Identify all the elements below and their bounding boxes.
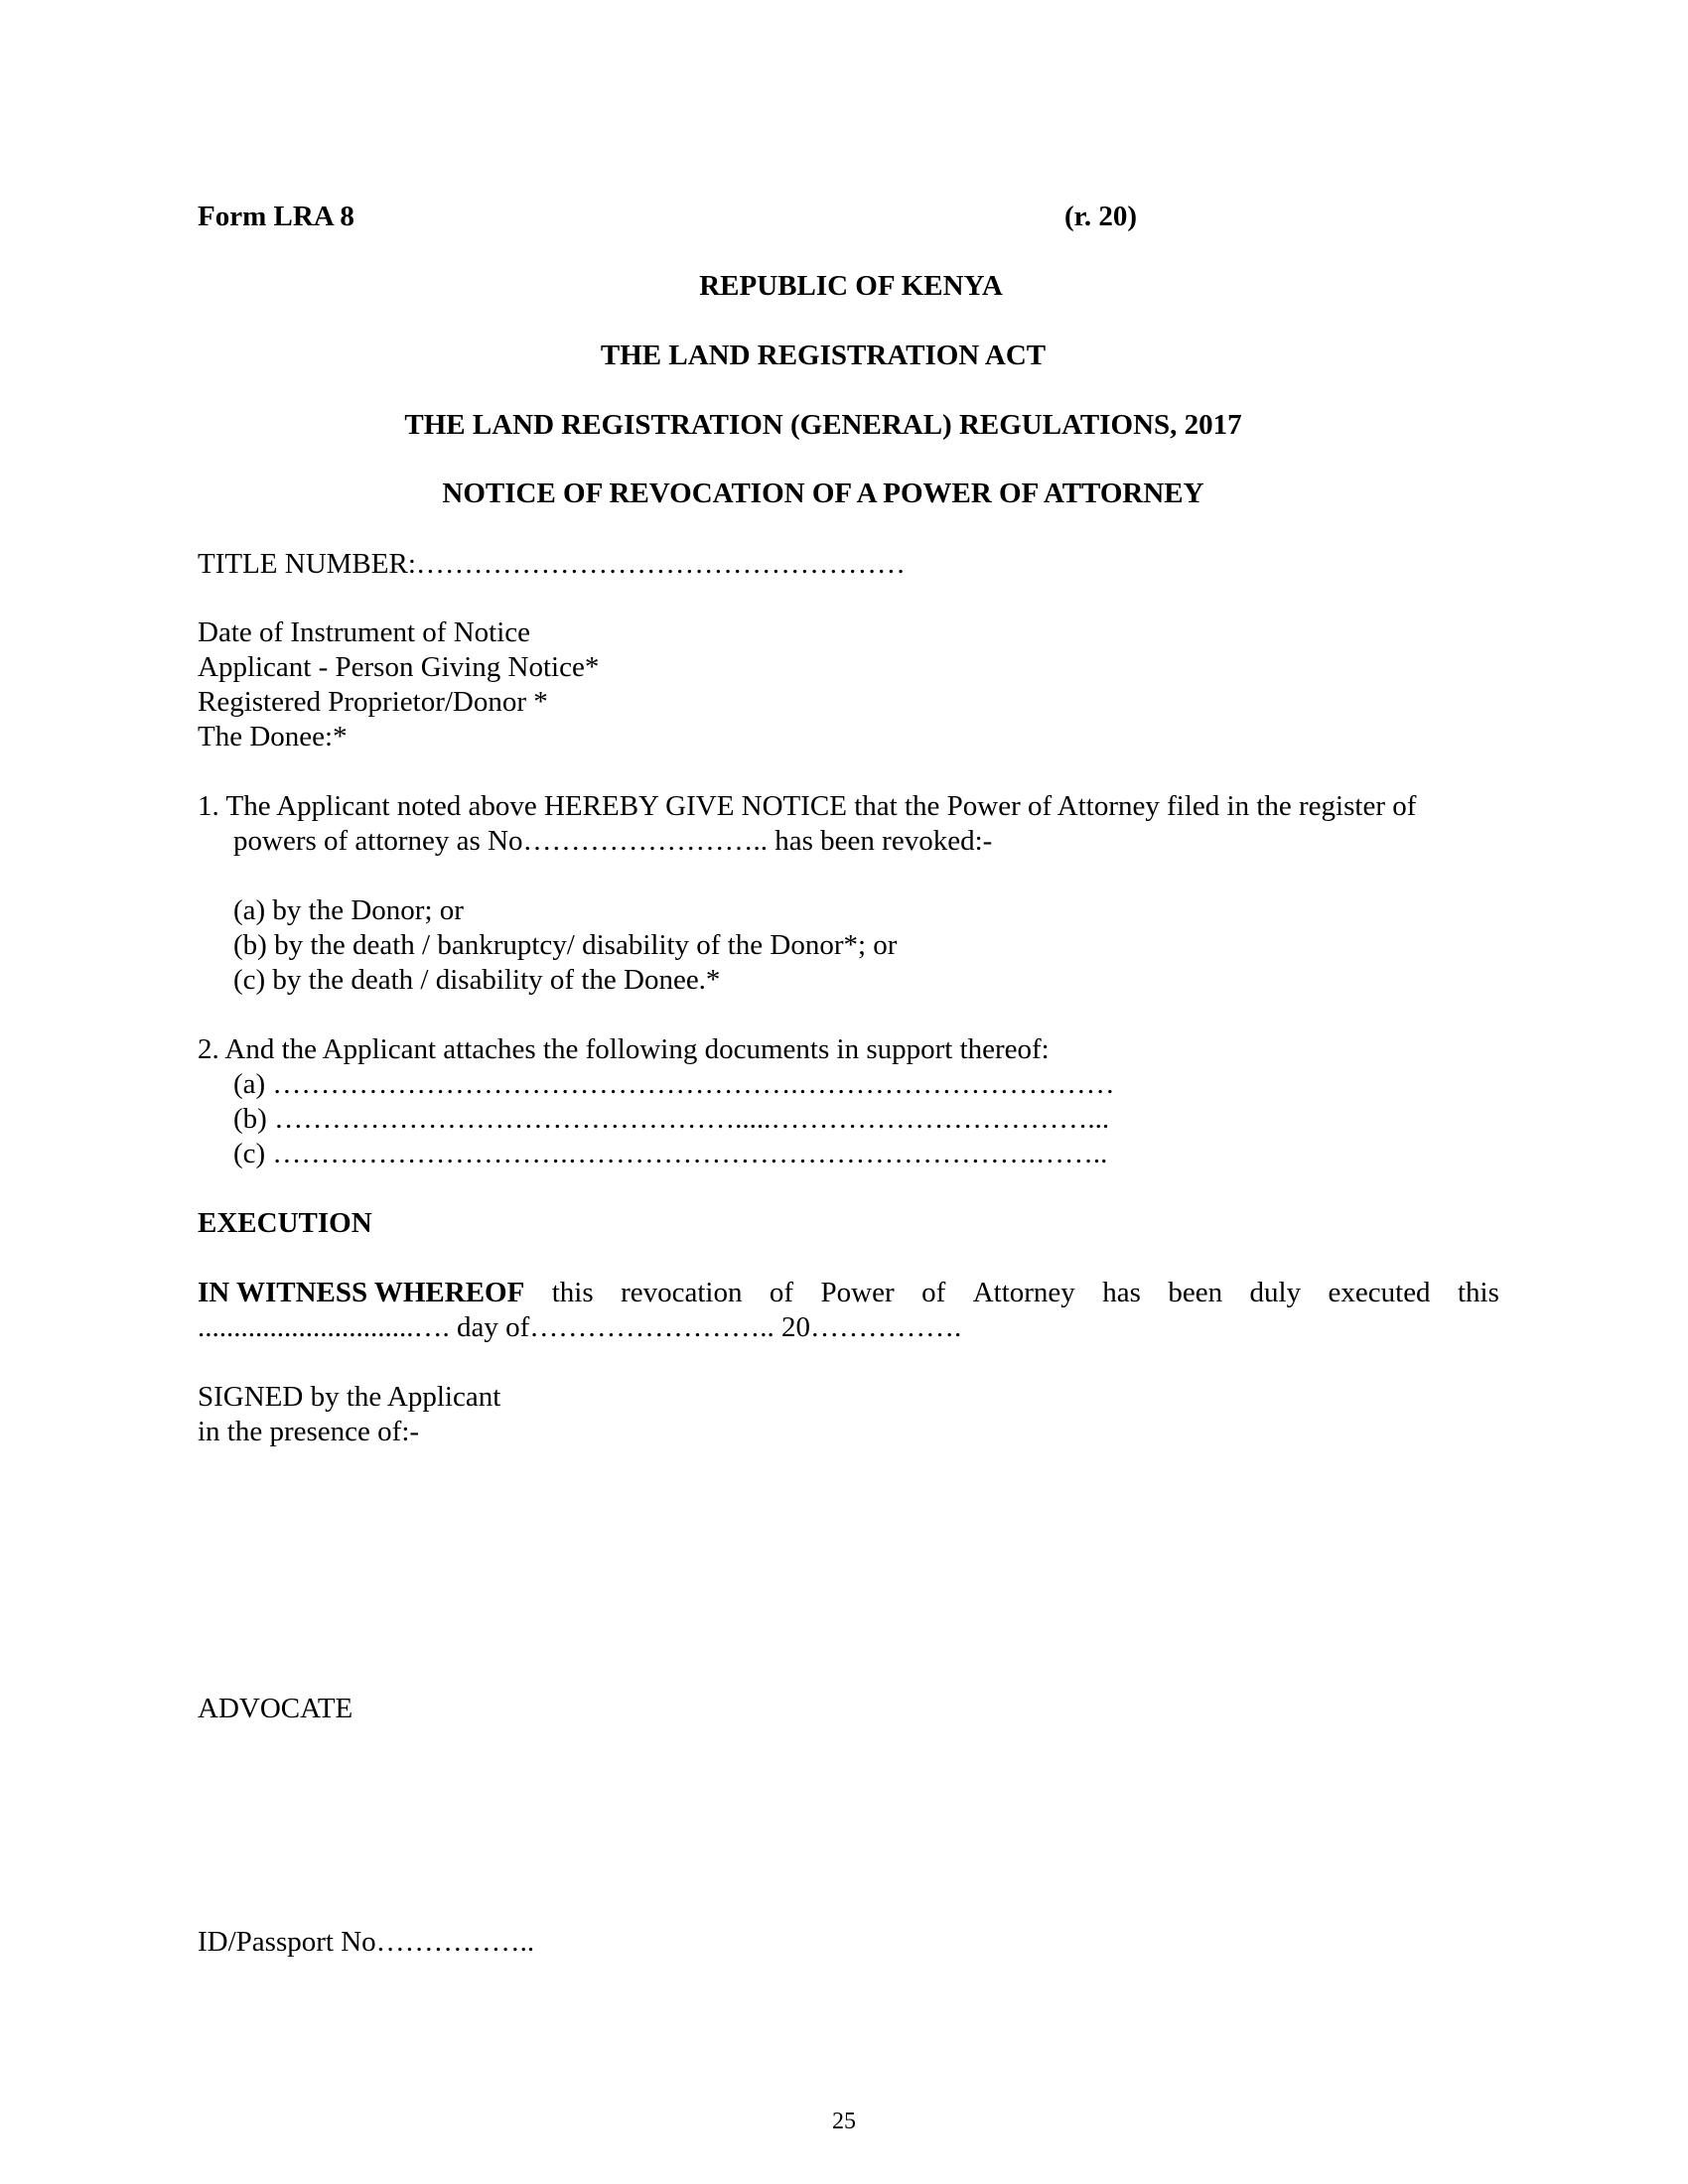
rule-reference: (r. 20) [1064, 201, 1138, 232]
title-act: THE LAND REGISTRATION ACT [600, 340, 1047, 371]
title-notice: NOTICE OF REVOCATION OF A POWER OF ATTORNEY [442, 478, 1204, 509]
clause-1-option-b: (b) by the death / bankruptcy/ disability of the Donor*; or [233, 929, 898, 961]
witness-word: Attorney [972, 1277, 1075, 1308]
witness-bold-phrase: IN WITNESS WHEREOF [198, 1277, 525, 1308]
witness-word: been [1168, 1277, 1223, 1308]
document-item-b: (b) ………………………………………….....……………………………... [233, 1103, 1110, 1135]
witness-word: revocation [621, 1277, 743, 1308]
witness-word: this [551, 1277, 594, 1308]
page-number: 25 [832, 2109, 856, 2134]
particular-date-of-instrument: Date of Instrument of Notice [198, 616, 531, 648]
form-label: Form LRA 8 [198, 201, 354, 232]
witness-word: Power [820, 1277, 895, 1308]
title-number-field: TITLE NUMBER:…………………………………………… [198, 548, 906, 580]
title-regulations: THE LAND REGISTRATION (GENERAL) REGULATIONS, 2017 [404, 409, 1242, 441]
clause-2-intro: 2. And the Applicant attaches the following documents in support thereof: [198, 1033, 1050, 1065]
witness-word: this [1458, 1277, 1499, 1308]
witness-word: of [921, 1277, 946, 1308]
clause-1-line-2: powers of attorney as No…………………….. has been revoked:- [233, 825, 993, 857]
clause-1-line-1: 1. The Applicant noted above HEREBY GIVE NOTICE that the Power of Attorney filed in the register of [198, 790, 1417, 822]
clause-1-option-a: (a) by the Donor; or [233, 894, 464, 926]
particular-applicant: Applicant - Person Giving Notice* [198, 651, 600, 683]
particular-registered-proprietor: Registered Proprietor/Donor * [198, 686, 548, 718]
id-passport-field: ID/Passport No…………….. [198, 1926, 535, 1958]
witness-word: of [769, 1277, 794, 1308]
execution-date-line: ..............................…. day of…………………….. 20……………. [198, 1311, 962, 1343]
clause-1-option-c: (c) by the death / disability of the Donee.* [233, 964, 721, 996]
particular-donee: The Donee:* [198, 721, 348, 752]
witness-word: duly [1249, 1277, 1302, 1308]
document-item-a: (a) ……………………………………………….…………………………… [233, 1068, 1115, 1100]
signed-by-applicant: SIGNED by the Applicant [198, 1381, 501, 1413]
execution-heading: EXECUTION [198, 1207, 372, 1239]
in-presence-of: in the presence of:- [198, 1416, 420, 1447]
witness-word: has [1102, 1277, 1141, 1308]
document-item-c: (c) ………………………….………………………………………….…….. [233, 1138, 1108, 1169]
witness-word: executed [1328, 1277, 1431, 1308]
advocate-label: ADVOCATE [198, 1693, 353, 1724]
title-republic: REPUBLIC OF KENYA [699, 270, 1003, 302]
witness-line [198, 1276, 1499, 1310]
